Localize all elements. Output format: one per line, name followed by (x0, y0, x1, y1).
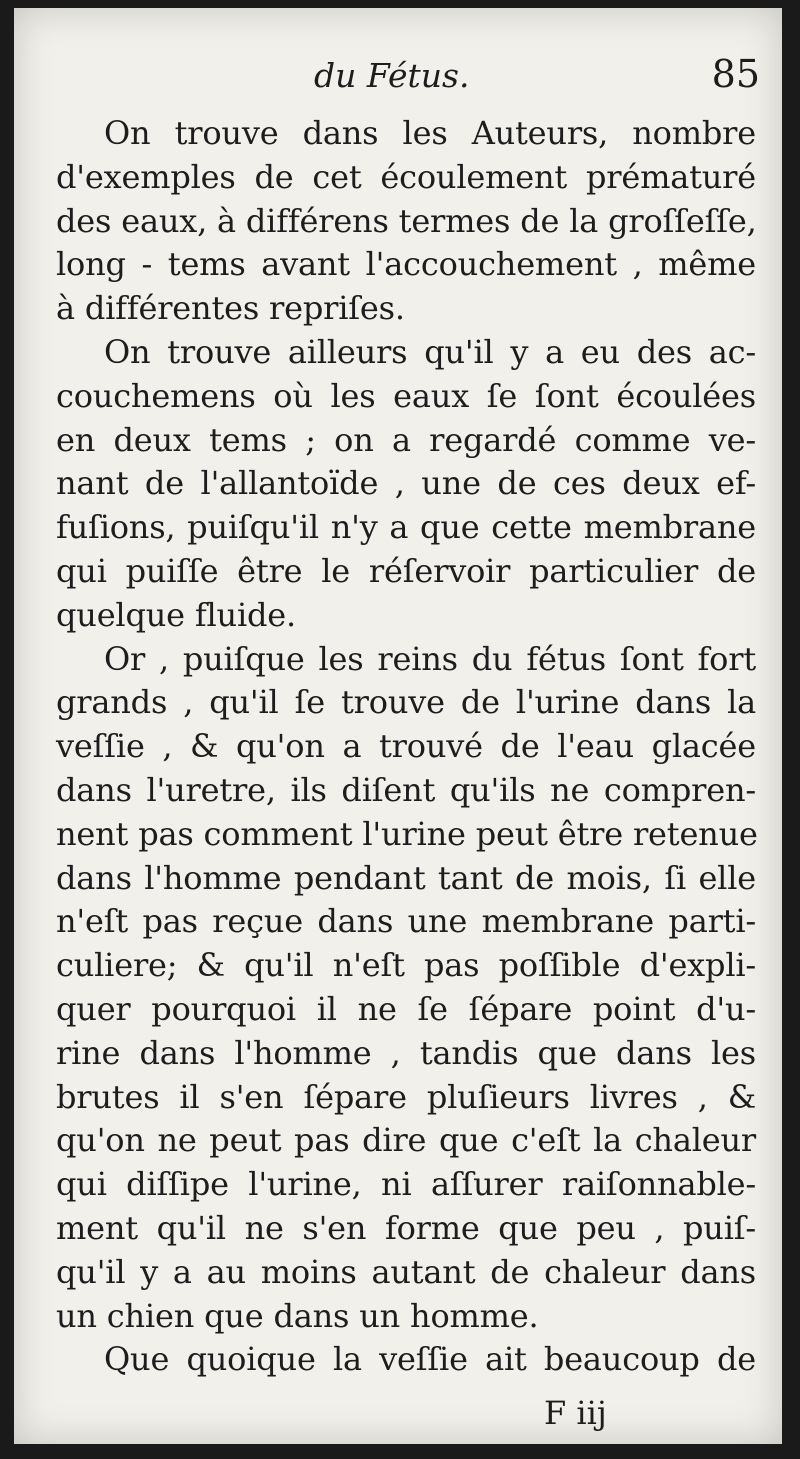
text-line: fuſions, puiſqu'il n'y a que cette membrane (56, 508, 756, 547)
text-line: On trouve ailleurs qu'il y a eu des ac- (104, 332, 756, 371)
text-line: dans l'uretre, ils diſent qu'ils ne compren- (56, 770, 756, 809)
text-line: Que quoique la veſſie ait beaucoup de (104, 1340, 756, 1379)
paragraph-3 (56, 638, 756, 1339)
text-line: brutes il s'en ſépare pluſieurs livres , & (56, 1077, 756, 1116)
text-line: culiere; & qu'il n'eſt pas poſſible d'expli- (56, 946, 756, 985)
text-line: nant de l'allantoïde , une de ces deux ef- (56, 464, 756, 503)
text-line: d'exemples de cet écoulement prématuré (56, 157, 756, 196)
page-header (14, 52, 782, 106)
page-number: 85 (711, 52, 760, 96)
body-text (56, 112, 756, 1382)
text-line: un chien que dans un homme. (56, 1296, 539, 1335)
book-page (14, 8, 782, 1444)
text-line: quelque fluide. (56, 595, 296, 634)
text-line: veſſie , & qu'on a trouvé de l'eau glacée (56, 727, 756, 766)
text-line: Or , puiſque les reins du fétus ſont fort (104, 639, 756, 678)
text-line: n'eſt pas reçue dans une membrane parti- (56, 902, 756, 941)
text-line: qu'on ne peut pas dire que c'eſt la chaleur (56, 1121, 756, 1160)
paragraph-1 (56, 112, 756, 331)
text-line: rine dans l'homme , tandis que dans les (56, 1033, 756, 1072)
text-line: grands , qu'il ſe trouve de l'urine dans la (56, 683, 756, 722)
text-line: qu'il y a au moins autant de chaleur dans (56, 1252, 756, 1291)
paragraph-4 (56, 1338, 756, 1382)
text-line: nent pas comment l'urine peut être retenue (56, 814, 758, 853)
text-line: long - tems avant l'accouchement , même (56, 245, 756, 284)
text-line: des eaux, à différens termes de la groſſeſſe, (56, 201, 757, 240)
text-line: ment qu'il ne s'en forme que peu , puiſ- (56, 1208, 756, 1247)
paragraph-2 (56, 331, 756, 638)
signature-mark: F iij (544, 1394, 607, 1432)
text-line: couchemens où les eaux ſe ſont écoulées (56, 376, 756, 415)
text-line: On trouve dans les Auteurs, nombre (104, 114, 756, 152)
text-line: qui puiſſe être le réſervoir particulier de (56, 551, 756, 590)
text-line: en deux tems ; on a regardé comme ve- (56, 420, 756, 459)
running-head: du Fétus. (314, 56, 470, 95)
text-line: qui diſſipe l'urine, ni aſſurer raiſonnable- (56, 1165, 756, 1204)
text-line: dans l'homme pendant tant de mois, ſi elle (56, 858, 756, 897)
text-line: à différentes repriſes. (56, 289, 405, 328)
text-line: quer pourquoi il ne ſe ſépare point d'u- (56, 989, 756, 1028)
